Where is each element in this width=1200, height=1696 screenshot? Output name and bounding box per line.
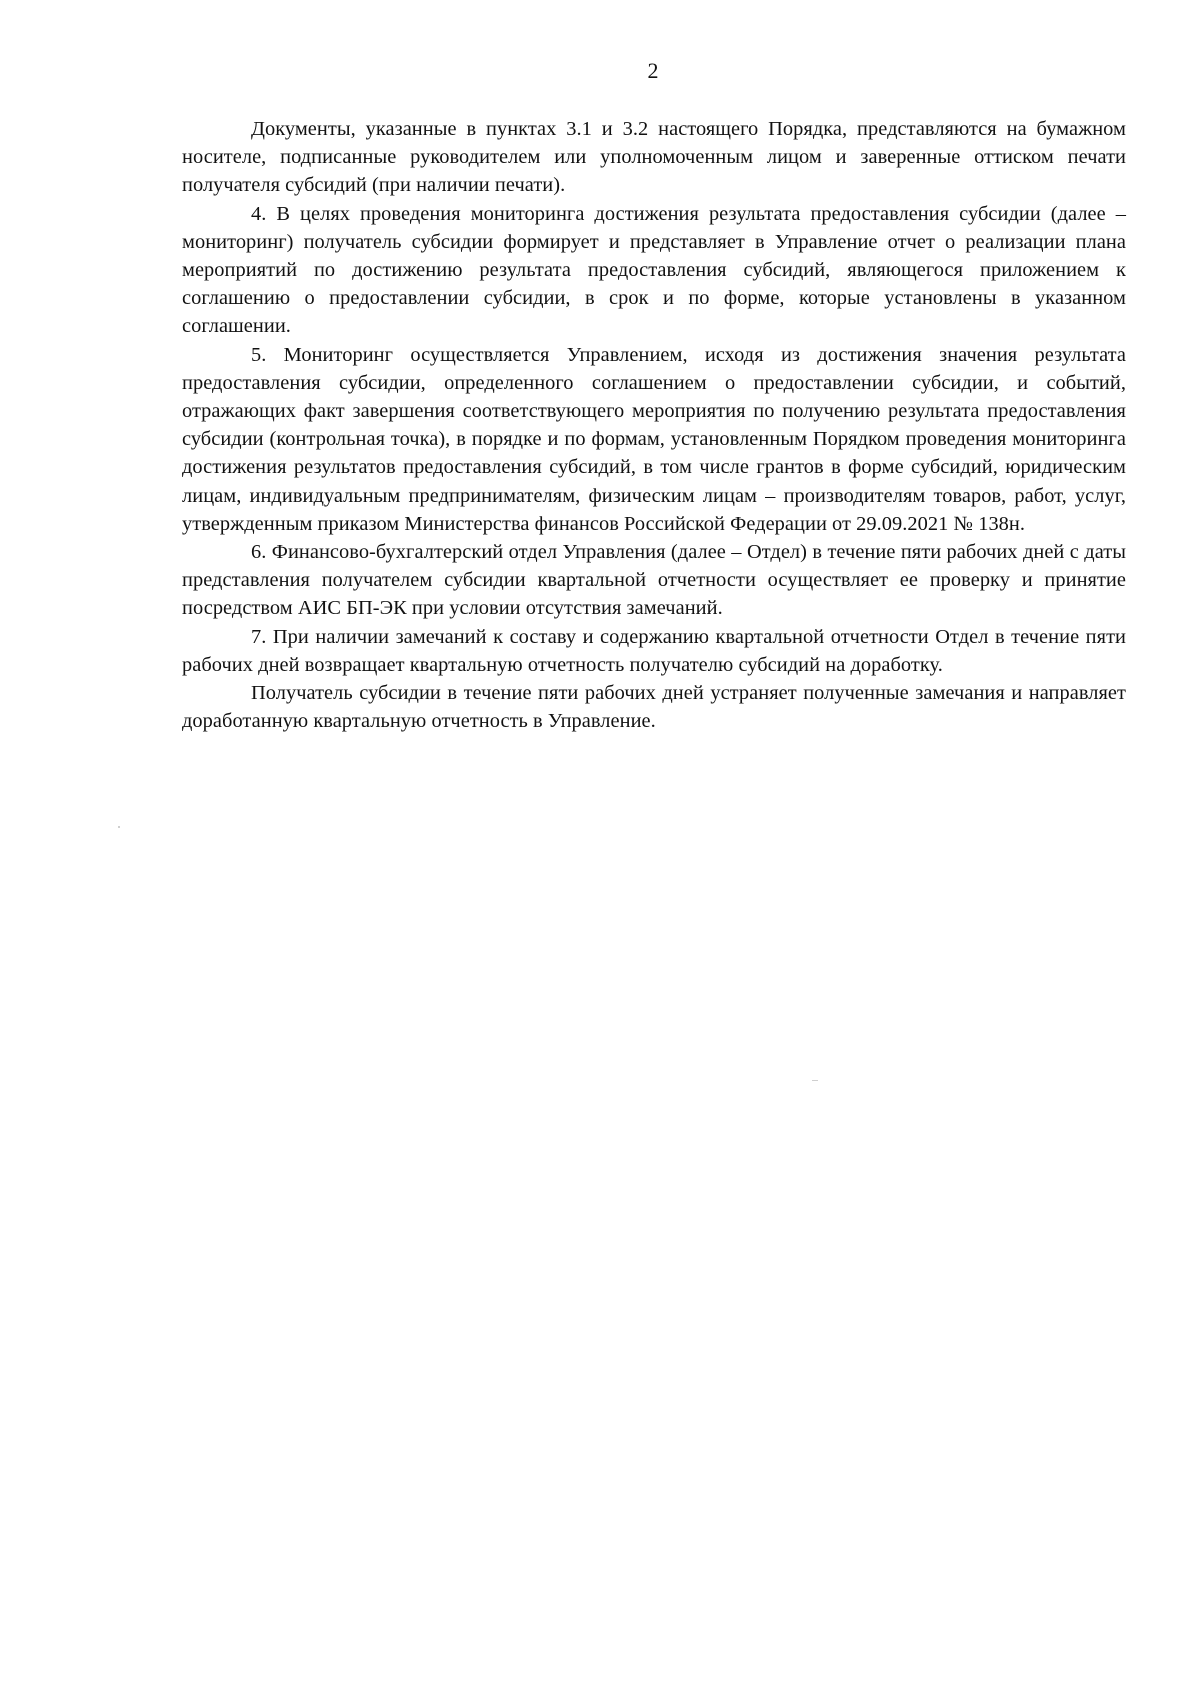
paragraph-documents-submission: Документы, указанные в пунктах 3.1 и 3.2 настоящего Порядка, представляются на бумажном носителе, подписанные руководителем или уполномоченным лицом и заверенные оттиском печати получателя субсидий (при наличии печати). bbox=[182, 118, 1126, 197]
page-number: 2 bbox=[647, 58, 659, 83]
paragraph-item-5: 5. Мониторинг осуществляется Управлением, исходя из достижения значения результата предоставления субсидии, определенного соглашением о предоставлении субсидии, и событий, отражающих факт завершения соответствующего мероприятия по получению результата предоставления субсидии (контрольная точка), в порядке и по формам, установленным Порядком проведения мониторинга достижения результатов предоставления субсидий, в том числе грантов в форме субсидий, юридическим лицам, индивидуальным предпринимателям, физическим лицам – производителям товаров, работ, услуг, утвержденным приказом Министерства финансов Российской Федерации от 29.09.2021 № 138н. bbox=[182, 343, 1126, 535]
scan-speck bbox=[812, 1080, 818, 1081]
paragraph-item-6: 6. Финансово-бухгалтерский отдел Управления (далее – Отдел) в течение пяти рабочих дней с даты представления получателем субсидии квартальной отчетности осуществляет ее проверку и принятие посредством АИС БП-ЭК при условии отсутствия замечаний. bbox=[182, 541, 1126, 620]
document-body bbox=[182, 115, 1126, 735]
paragraph-item-4: 4. В целях проведения мониторинга достижения результата предоставления субсидии (далее – мониторинг) получатель субсидии формирует и представляет в Управление отчет о реализации плана мероприятий по достижению результата предоставления субсидий, являющегося приложением к соглашению о предоставлении субсидии, в срок и по форме, которые установлены в указанном соглашении. bbox=[182, 202, 1126, 338]
paragraph-item-7: 7. При наличии замечаний к составу и содержанию квартальной отчетности Отдел в течение пяти рабочих дней возвращает квартальную отчетность получателю субсидий на доработку. bbox=[182, 625, 1126, 676]
scan-speck bbox=[118, 826, 120, 828]
paragraph-recipient-corrections: Получатель субсидии в течение пяти рабочих дней устраняет полученные замечания и направляет доработанную квартальную отчетность в Управление. bbox=[182, 682, 1126, 733]
